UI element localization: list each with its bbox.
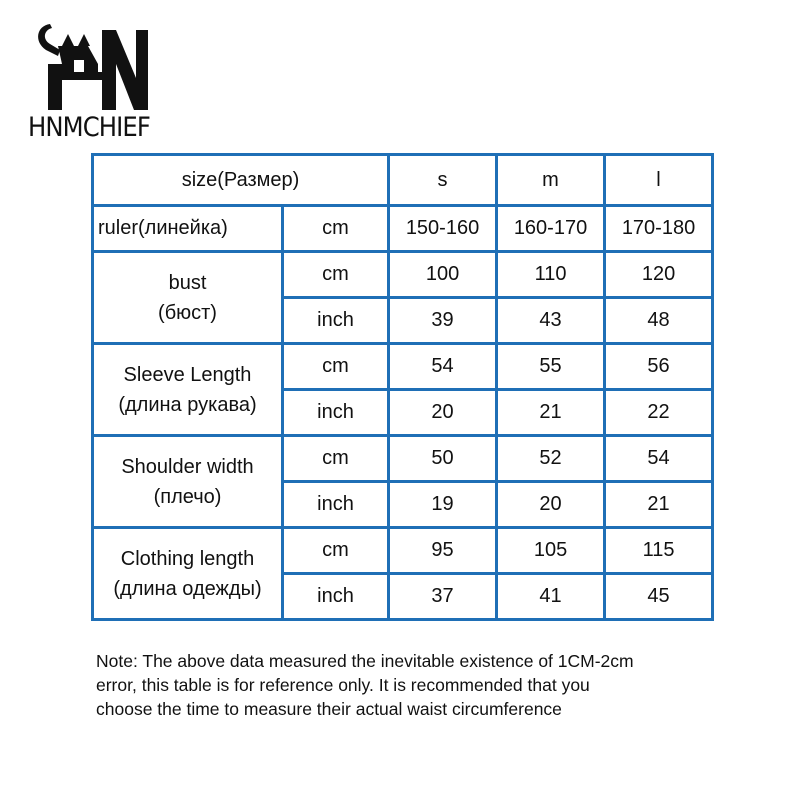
measure-name-shoulder-width — [93, 436, 283, 528]
size-header-m: m — [497, 155, 605, 206]
measure-name-sleeve-length — [93, 344, 283, 436]
table-cell: 55 — [497, 344, 605, 390]
table-cell: 43 — [497, 298, 605, 344]
measure-name-bust — [93, 252, 283, 344]
table-row — [93, 436, 713, 482]
note-line-2: error, this table is for reference only. It is recommended that you — [96, 675, 590, 695]
table-cell: 41 — [497, 574, 605, 620]
table-cell: 54 — [605, 436, 713, 482]
size-header-l: l — [605, 155, 713, 206]
table-cell: 45 — [605, 574, 713, 620]
measure-name-clothing-length — [93, 528, 283, 620]
table-cell: 50 — [389, 436, 497, 482]
table-cell: 48 — [605, 298, 713, 344]
size-header-label: size(Размер) — [93, 155, 389, 206]
table-cell: 100 — [389, 252, 497, 298]
table-cell: 20 — [497, 482, 605, 528]
table-cell: 110 — [497, 252, 605, 298]
table-row — [93, 344, 713, 390]
measure-name-en: Shoulder width — [121, 455, 254, 478]
table-cell: 39 — [389, 298, 497, 344]
measure-name-ru: (длина одежды) — [113, 577, 262, 600]
table-row — [93, 252, 713, 298]
ruler-value-s: 150-160 — [389, 206, 497, 252]
unit-inch: inch — [283, 390, 389, 436]
ruler-value-l: 170-180 — [605, 206, 713, 252]
ruler-unit: cm — [283, 206, 389, 252]
unit-cm: cm — [283, 528, 389, 574]
table-cell: 21 — [605, 482, 713, 528]
unit-cm: cm — [283, 252, 389, 298]
note-line-3: choose the time to measure their actual waist circumference — [96, 699, 562, 719]
measure-name-ru: (длина рукава) — [118, 393, 257, 416]
table-cell: 37 — [389, 574, 497, 620]
table-cell: 95 — [389, 528, 497, 574]
measure-name-en: Clothing length — [120, 547, 255, 570]
brand-name: HNMCHIEF — [28, 112, 150, 143]
ruler-value-m: 160-170 — [497, 206, 605, 252]
note-line-1: Note: The above data measured the inevitable existence of 1CM-2cm — [96, 651, 634, 671]
measure-name-ru: (плечо) — [153, 485, 222, 508]
table-cell: 20 — [389, 390, 497, 436]
size-chart-table — [91, 153, 714, 621]
table-cell: 120 — [605, 252, 713, 298]
measure-name-en: Sleeve Length — [123, 363, 252, 386]
unit-inch: inch — [283, 482, 389, 528]
table-cell: 52 — [497, 436, 605, 482]
table-row-ruler — [93, 206, 713, 252]
unit-cm: cm — [283, 344, 389, 390]
table-cell: 54 — [389, 344, 497, 390]
size-header-s: s — [389, 155, 497, 206]
table-header-row — [93, 155, 713, 206]
table-cell: 105 — [497, 528, 605, 574]
ruler-label: ruler(линейка) — [93, 206, 283, 252]
table-cell: 115 — [605, 528, 713, 574]
unit-cm: cm — [283, 436, 389, 482]
measure-name-en: bust — [168, 271, 207, 294]
table-cell: 22 — [605, 390, 713, 436]
cat-silhouette-logo-icon — [28, 20, 152, 112]
measure-name-ru: (бюст) — [158, 301, 217, 324]
unit-inch: inch — [283, 574, 389, 620]
table-cell: 56 — [605, 344, 713, 390]
table-row — [93, 528, 713, 574]
table-cell: 19 — [389, 482, 497, 528]
unit-inch: inch — [283, 298, 389, 344]
table-cell: 21 — [497, 390, 605, 436]
brand-logo — [28, 20, 178, 143]
measurement-note — [96, 649, 716, 721]
